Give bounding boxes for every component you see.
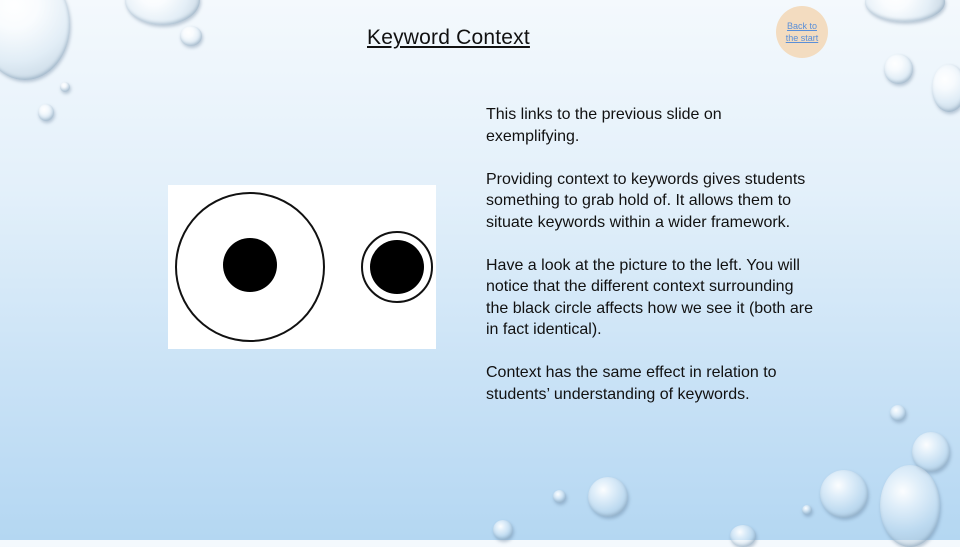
water-droplet	[125, 0, 200, 25]
paragraph: Providing context to keywords gives students something to grab hold of. It allows them to situate keywords within a wider framework.	[486, 170, 806, 231]
body-text	[486, 104, 816, 427]
water-droplet	[730, 525, 756, 547]
water-droplet	[553, 490, 566, 503]
back-to-start-link[interactable]: Back to the start	[785, 21, 819, 43]
water-droplet	[865, 0, 945, 22]
water-droplet	[180, 26, 202, 46]
water-droplet	[880, 465, 940, 547]
back-to-start-button[interactable]	[776, 6, 828, 58]
water-droplet	[820, 470, 868, 518]
left-black-circle	[223, 238, 277, 292]
paragraph: Have a look at the picture to the left. You will notice that the different context surrounding the black circle affects how we see it (both are in fact identical).	[486, 256, 813, 338]
water-droplet	[802, 505, 812, 515]
water-droplet	[38, 104, 54, 121]
water-droplet	[884, 54, 913, 84]
paragraph: This links to the previous slide on exemplifying.	[486, 106, 722, 145]
context-illusion-image	[168, 185, 436, 349]
water-droplet	[0, 0, 70, 80]
right-black-circle	[370, 240, 424, 294]
circle-illusion-graphic	[168, 185, 436, 349]
water-droplet	[60, 82, 70, 92]
paragraph: Context has the same effect in relation to students’ understanding of keywords.	[486, 364, 777, 403]
water-droplet	[588, 477, 628, 517]
water-droplet	[890, 405, 906, 421]
water-droplet	[932, 64, 960, 112]
page-title: Keyword Context	[367, 26, 530, 49]
water-droplet	[493, 520, 513, 540]
